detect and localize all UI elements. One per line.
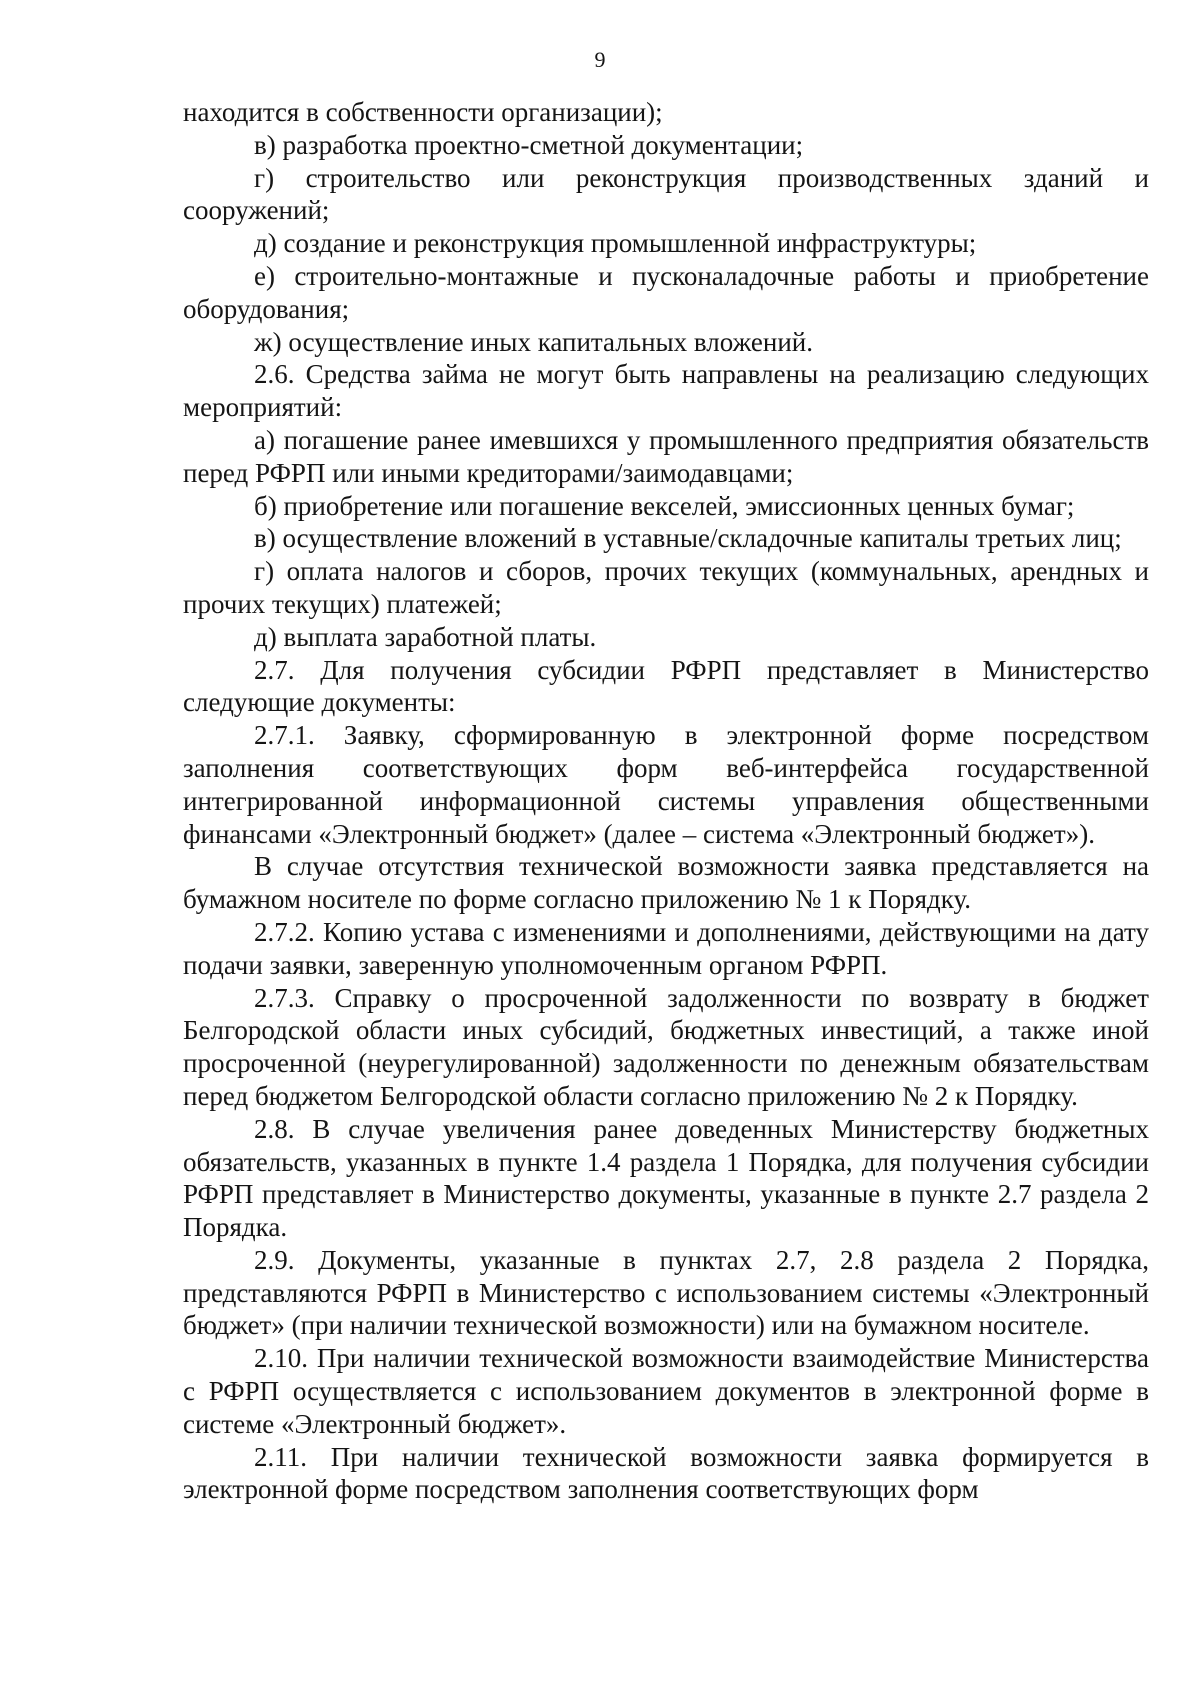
paragraph-2-7-2: 2.7.2. Копию устава с изменениями и дополнениями, действующими на дату подачи заявки, заверенную уполномоченным органом РФРП.	[183, 916, 1149, 980]
paragraph-2-6-v: в) осуществление вложений в уставные/складочные капиталы третьих лиц;	[254, 523, 1122, 554]
paragraph-2-6-b: б) приобретение или погашение векселей, эмиссионных ценных бумаг;	[254, 490, 1075, 521]
paragraph-2-10: 2.10. При наличии технической возможности взаимодействие Министерства с РФРП осуществляется с использованием документов в электронной форме в системе «Электронный бюджет».	[183, 1343, 1149, 1439]
paragraph-item-d-infrastructure: д) создание и реконструкция промышленной инфраструктуры;	[254, 228, 977, 259]
paragraph-2-7-1-paper: В случае отсутствия технической возможности заявка представляется на бумажном носителе по форме согласно приложению № 1 к Порядку.	[183, 851, 1149, 915]
paragraph-2-7-1: 2.7.1. Заявку, сформированную в электронной форме посредством заполнения соответствующих форм веб-интерфейса государственной интегрированной информационной системы управления общественными финансами «Электронный бюджет» (далее – система «Электронный бюджет»).	[183, 720, 1149, 849]
paragraph-2-6-g: г) оплата налогов и сборов, прочих текущих (коммунальных, арендных и прочих текущих) платежей;	[183, 556, 1149, 619]
paragraph-item-e-installation: е) строительно-монтажные и пусконаладочные работы и приобретение оборудования;	[183, 260, 1149, 324]
paragraph-item-g-construction: г) строительство или реконструкция производственных зданий и сооружений;	[183, 162, 1149, 226]
paragraph-continuation: находится в собственности организации);	[183, 97, 663, 127]
document-body	[183, 96, 1149, 1506]
paragraph-2-6: 2.6. Средства займа не могут быть направлены на реализацию следующих мероприятий:	[183, 359, 1149, 423]
paragraph-2-9: 2.9. Документы, указанные в пунктах 2.7, 2.8 раздела 2 Порядка, представляются РФРП в Министерство с использованием системы «Электронный бюджет» (при наличии технической возможности) или на бумажном носителе.	[183, 1244, 1149, 1341]
paragraph-item-v-design-docs: в) разработка проектно-сметной документации;	[254, 129, 804, 160]
paragraph-2-6-d: д) выплата заработной платы.	[254, 621, 597, 652]
paragraph-2-8: 2.8. В случае увеличения ранее доведенных Министерству бюджетных обязательств, указанных в пункте 1.4 раздела 1 Порядка, для получения субсидии РФРП представляет в Министерство документы, указанные в пункте 2.7 раздела 2 Порядка.	[183, 1113, 1149, 1243]
page-number: 9	[594, 47, 606, 72]
paragraph-2-7: 2.7. Для получения субсидии РФРП представляет в Министерство следующие документы:	[183, 654, 1149, 718]
paragraph-2-6-a: а) погашение ранее имевшихся у промышленного предприятия обязательств перед РФРП или иными кредиторами/заимодавцами;	[183, 424, 1149, 488]
paragraph-2-11: 2.11. При наличии технической возможности заявка формируется в электронной форме посредством заполнения соответствующих форм	[183, 1441, 1149, 1505]
paragraph-2-7-3: 2.7.3. Справку о просроченной задолженности по возврату в бюджет Белгородской области иных субсидий, бюджетных инвестиций, а также иной просроченной (неурегулированной) задолженности по денежным обязательствам перед бюджетом Белгородской области согласно приложению № 2 к Порядку.	[183, 982, 1149, 1111]
paragraph-item-zh-capital-investments: ж) осуществление иных капитальных вложений.	[254, 326, 813, 357]
